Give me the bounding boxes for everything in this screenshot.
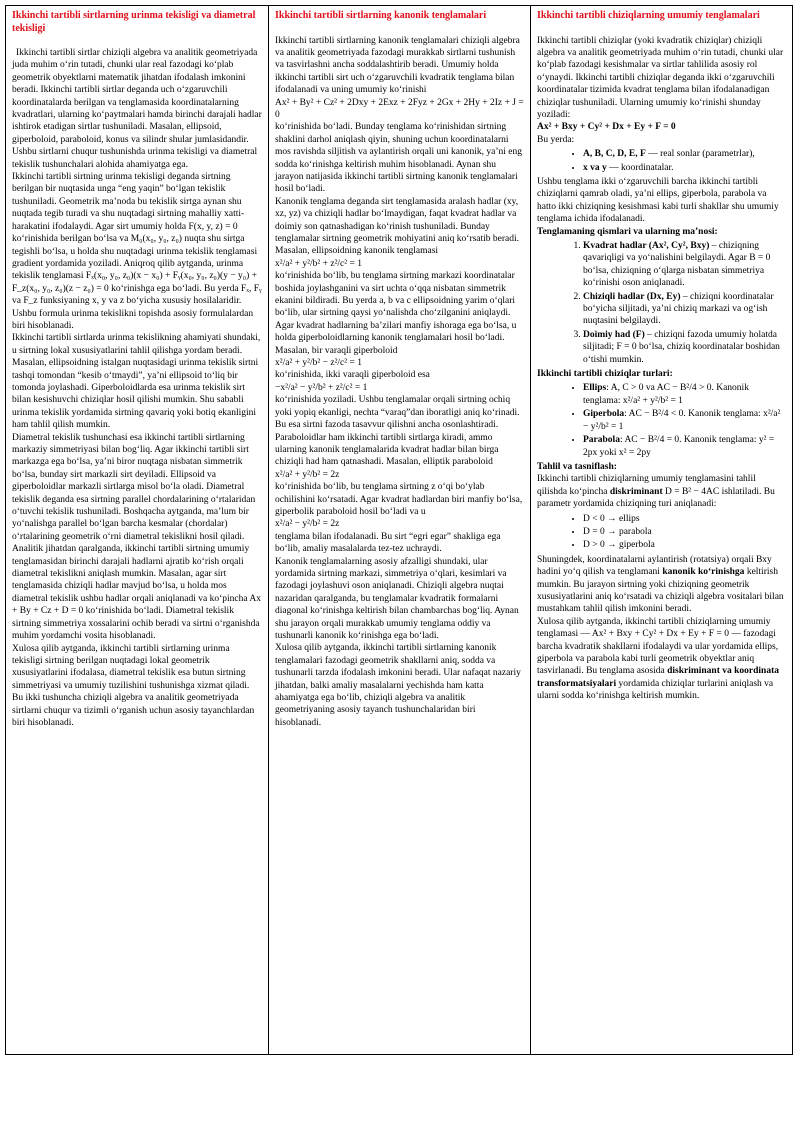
paragraph: koʻrinishida boʻlib, bu tenglama sirtning markazi koordinatalar boshida joylashganini va sirt uchta oʻqqa nisbatan simmetrik ekanini bildiradi. Bu yerda a, b va c ellipsoidning yarim oʻqlari boʻlib, ular sirtning qaysi yoʻnalishda choʻzilganini aniqlaydi. <box>275 271 516 319</box>
paragraph: koʻrinishida boʻladi. Bunday tenglama koʻrinishidan sirtning shaklini darhol aniqlash qiyin, shuning uchun koordinatalarni mos ravishda siljitish va aylantirish orqali uni kanonik, yaʼni eng sodda koʻrinishga keltirish muhim hisoblanadi. Aynan shu jarayon natijasida ikkinchi tartibli sirtning kanonik tenglamalari hosil boʻladi. <box>275 122 522 195</box>
equation: x²/a² + y²/b² = 2z <box>275 469 340 480</box>
paragraph: Ikkinchi tartibli sirtning urinma tekisligi deganda sirtning berilgan bir nuqtasida unga “eng yaqin” boʻlgan tekislik tushuniladi. Geometrik maʼnoda bu tekislik sirtga aynan shu nuqtada tegib turadi va shu nuqtadagi sirtning mahalliy xatti-harakatini ifodalaydi. Agar sirt umumiy holda F(x, y, z) = 0 koʻrinishida berilgan boʻlsa va M₀(x₀, y₀, z₀) nuqta shu sirtga tegishli boʻlsa, u holda shu nuqtadagi urinma tekislik tenglamasi gradient yordamida yoziladi. Aniqroq qilib aytganda, urinma tekislik tenglamasi Fₓ(x₀, y₀, z₀)(x − x₀) + Fᵧ(x₀, y₀, z₀)(y − y₀) + F_z(x₀, y₀, z₀)(z − z₀) = 0 koʻrinishga ega boʻladi. Bu yerda Fₓ, Fᵧ va F_z funksiyaning x, y va z boʻyicha xususiy hosilalaridir. Ushbu formula urinma tekislikni topishda asosiy formulalardan biri hisoblanadi. <box>12 172 262 331</box>
paragraph <box>537 473 786 510</box>
paragraph: Ikkinchi tartibli sirtlarda urinma tekislikning ahamiyati shundaki, u sirtning lokal xususiyatlarini tahlil qilishga yordam beradi. Masalan, ellipsoidning istalgan nuqtasidagi urinma tekislik sirtni tashqi tomondan “kesib oʻtmaydi”, yaʼni ellipsoid toʻliq bir tomonda joylashadi. Giperboloidlarda esa urinma tekislik sirt bilan kesishuvchi chiziqlar hosil qilishi mumkin. Shu sababli urinma tekislik yordamida sirtning qavariq yoki botiq ekanligini ham tahlil qilish mumkin. <box>12 333 261 431</box>
paragraph: Ikkinchi tartibli sirtlarning kanonik tenglamalari chiziqli algebra va analitik geometriyada fazodagi murakkab sirtlarni tushunish va tasvirlashni ancha soddalashtirib beradi. Umumiy holda ikkinchi tartibli sirt uch oʻzgaruvchili kvadratik tenglama bilan ifodalanadi va uning umumiy koʻrinishi <box>275 35 520 96</box>
discriminant-list <box>537 513 786 552</box>
list-item <box>583 408 786 433</box>
types-list <box>537 382 786 458</box>
text-run: keltirish mumkin. Bu jarayon sirtning yoki chiziqning geometrik xususiyatlarini aniq koʻrsatadi va chiziqli algebra vositalari bilan mustahkam tahlil qilish imkonini beradi. <box>537 567 784 615</box>
text-run: D = B² − 4AC ishlatiladi. Bu parametr yordamida chiziqning turi aniqlanadi: <box>537 486 775 510</box>
paragraph: Paraboloidlar ham ikkinchi tartibli sirtlarga kiradi, ammo ularning kanonik tenglamalarida kvadrat hadlar bilan birga chiziqli had ham qatnashadi. Masalan, elliptik paraboloid <box>275 432 499 468</box>
equation: x²/a² + y²/b² − z²/c² = 1 <box>275 358 362 369</box>
equation: x²/a² − y²/b² = 2z <box>275 519 340 530</box>
paragraph: Agar kvadrat hadlarning baʼzilari manfiy ishoraga ega boʻlsa, u holda giperboloidlarning kanonik tenglamalari hosil boʻladi. Masalan, bir varaqli giperboloid <box>275 320 517 356</box>
text-run: Shuningdek, koordinatalarni aylantirish (rotatsiya) orqali Bxy hadini yoʻq qilish va tenglamani <box>537 554 772 578</box>
text-run: Ikkinchi tartibli chiziqlarning umumiy tenglamasini tahlil qilishda koʻpincha <box>537 474 756 497</box>
section-heading: Ikkinchi tartibli chiziqlar turlari: <box>537 369 673 380</box>
document-table <box>5 5 793 1055</box>
column-canonical-equations <box>268 6 530 1054</box>
paragraph: Diametral tekislik tushunchasi esa ikkinchi tartibli sirtlarning markaziy simmetriyasi bilan bogʻliq. Agar ikkinchi tartibli sirt markazga ega boʻlsa, yaʼni biror nuqtaga nisbatan simmetrik boʻlsa, bunday sirt markazli sirt deyiladi. Ellipsoid va giperboloidlar markazli sirtlarga misol boʻla oladi. Diametral tekislik deganda esa sirtning parallel chordalarining oʻrtalaridan oʻtuvchi tekislik tushuniladi. Boshqacha aytganda, maʼlum bir yoʻnalishga parallel boʻlgan barcha kesmalar (chordalar) oʻrtalarining geometrik oʻrni diametral tekislikni hosil qiladi. <box>12 432 256 542</box>
paragraph <box>537 616 786 703</box>
list-item-text: : AC − B²/4 < 0. Kanonik tenglama: x²/a² − y²/b² = 1 <box>583 409 781 432</box>
parameter-list <box>537 148 786 174</box>
column-tangent-plane <box>6 6 268 1054</box>
list-item-bold: Chiziqli hadlar (Dx, Ey) <box>583 291 681 302</box>
list-item <box>583 382 786 407</box>
column-title: Ikkinchi tartibli chiziqlarning umumiy tenglamalari <box>537 10 760 21</box>
list-item <box>583 148 786 160</box>
list-item-bold: Kvadrat hadlar (Ax², Cy², Bxy) <box>583 241 710 251</box>
bold-run: kanonik koʻrinishga <box>662 567 745 578</box>
paragraph: Ikkinchi tartibli sirtlar chiziqli algebra va analitik geometriyada juda muhim oʻrin tutadi, chunki ular real fazodagi koʻplab geometrik obyektlarni matematik jihatdan ifodalash imkonini beradi. Ikkinchi tartibli sirtlar deganda uch oʻzgaruvchili koordinatalarda berilgan va tenglamasida koordinatalarning kvadratlari, ularning koʻpaytmalari hamda birinchi darajali hadlar ishtirok etadigan sirtlar tushuniladi. Masalan, ellipsoid, giperboloid, paraboloid, konus va silindr shular jumlasidandir. Ushbu sirtlarni chuqur tushunishda urinma tekisligi va diametral tekislik tushunchalari alohida ahamiyatga ega. <box>12 48 262 170</box>
general-equation: Ax² + Bxy + Cy² + Dx + Ey + F = 0 <box>537 122 676 133</box>
list-item <box>583 240 786 290</box>
section-heading: Tenglamaning qismlari va ularning maʼnosi: <box>537 226 718 237</box>
list-item-text: : AC − B²/4 = 0. Kanonik tenglama: y² = 2px yoki x² = 2py <box>583 435 775 458</box>
paragraph: Xulosa qilib aytganda, ikkinchi tartibli sirtlarning kanonik tenglamalari fazodagi geometrik shakllarni aniq, sodda va tushunarli tarzda ifodalash imkonini beradi. Ular nafaqat nazariy jihatdan, balki amaliy masalalarni yechishda ham katta ahamiyatga ega boʻlib, chiziqli algebra va analitik geometriyaning asosiy tayanch tushunchalaridan biri hisoblanadi. <box>275 643 521 728</box>
list-item-bold: Parabola <box>583 435 620 446</box>
list-item-text: — koordinatalar. <box>606 162 674 173</box>
list-item: • D = 0 → parabola <box>583 526 786 538</box>
list-item-bold: Ellips <box>583 383 607 394</box>
paragraph: Kanonik tenglama deganda sirt tenglamasida aralash hadlar (xy, xz, yz) va chiziqli hadlar boʻlmaydigan, faqat kvadrat hadlar va doimiy son qatnashadigan koʻrinish tushuniladi. Bunday tenglamalar sirtning geometrik mohiyatini aniq koʻrsatib beradi. Masalan, ellipsoidning kanonik tenglamasi <box>275 196 520 257</box>
column-title: Ikkinchi tartibli sirtlarning kanonik tenglamalari <box>275 10 487 21</box>
list-item-text: – chiziqni fazoda umumiy holatda siljitadi; F = 0 boʻlsa, chiziq koordinatalar boshidan oʻtishi mumkin. <box>583 329 780 365</box>
equation: Ax² + By² + Cz² + 2Dxy + 2Exz + 2Fyz + 2Gx + 2Hy + 2Iz + J = 0 <box>275 97 524 120</box>
list-item-bold: Giperbola <box>583 409 625 420</box>
paragraph: tenglama bilan ifodalanadi. Bu sirt “egri egar” shakliga ega boʻlib, amaliy masalalarda tez-tez uchraydi. <box>275 531 501 555</box>
list-item <box>583 329 786 366</box>
paragraph: koʻrinishida boʻlib, bu tenglama sirtning z oʻqi boʻylab ochilishini koʻrsatadi. Agar kvadrat hadlardan biri manfiy boʻlsa, giperbolik paraboloid hosil boʻladi va u <box>275 482 523 517</box>
paragraph: Ushbu tenglama ikki oʻzgaruvchili barcha ikkinchi tartibli chiziqlarni qamrab oladi, yaʼni ellips, giperbola, parabola va hatto ikki chiziqning kesishmasi kabi turli shakllar shu umumiy tenglama ichida ifodalanadi. <box>537 176 779 225</box>
paragraph: koʻrinishida yoziladi. Ushbu tenglamalar orqali sirtning ochiq yoki yopiq ekanligi, nechta “varaq”dan iboratligi aniq koʻrinadi. Bu esa sirtni fazoda tasavvur qilishni ancha osonlashtiradi. <box>275 395 520 431</box>
equation: −x²/a² − y²/b² + z²/c² = 1 <box>275 382 368 393</box>
list-item-text: – chiziqning qavariqligi va yoʻnalishini belgilaydi. Agar B = 0 boʻlsa, chiziqning oʻqlarga nisbatan simmetriya koʻrinishi oson aniqlanadi. <box>583 241 771 289</box>
parts-list <box>537 240 786 366</box>
list-item <box>583 434 786 459</box>
paragraph <box>537 554 786 616</box>
equation: x²/a² + y²/b² + z²/c² = 1 <box>275 258 362 269</box>
list-item-bold: A, B, C, D, E, F <box>583 149 646 160</box>
list-item-text: – chiziqni koordinatalar boʻyicha siljitadi, yaʼni chiziq markazi va ogʻish nuqtasini belgilaydi. <box>583 291 774 327</box>
text-run: Xulosa qilib aytganda, ikkinchi tartibli chiziqlarning umumiy tenglamasi — Ax² + Bxy + Cy² + Dx + Ey + F = 0 — fazodagi barcha kvadratik shakllarni ifodalaydi va ular yordamida ellips, giperbola va parabola kabi turli geometrik obyektlar aniq tasvirlanadi. Bu tenglama asosida <box>537 616 779 677</box>
list-item <box>583 162 786 174</box>
section-heading: Tahlil va tasniflash: <box>537 461 617 472</box>
column-general-equations <box>530 6 792 1054</box>
paragraph: Analitik jihatdan qaralganda, ikkinchi tartibli sirtning umumiy tenglamasidan birinchi darajali hadlarni ajratib koʻrish orqali diametral tekislikni aniqlash mumkin. Masalan, agar sirt tenglamasida chiziqli hadlar mavjud boʻlsa, u holda mos diametral tekislik ushbu hadlar orqali aniqlanadi va koʻpincha Ax + By + Cz + D = 0 koʻrinishida boʻladi. Diametral tekislik sirtning simmetriya xossalarini ochib beradi va sirtni oʻrganishda muhim yordamchi vosita hisoblanadi. <box>12 544 262 642</box>
paragraph: Ikkinchi tartibli chiziqlar (yoki kvadratik chiziqlar) chiziqli algebra va analitik geometriyada muhim oʻrin tutadi, chunki ular koʻplab fazodagi kesishmalar va sirtlar tahlilida asosiy rol oʻynaydi. Ikkinchi tartibli chiziqlar deganda ikki oʻzgaruvchili koordinatalar tizimida kvadrat tenglama bilan ifodalanadigan chiziqlar tushuniladi. Ularning umumiy koʻrinishi shunday yoziladi: <box>537 35 784 120</box>
column-title: Ikkinchi tartibli sirtlarning urinma tekisligi va diametral tekisligi <box>12 10 256 34</box>
list-item-text: — real sonlar (parametrlar), <box>645 149 755 160</box>
paragraph: Kanonik tenglamalarning asosiy afzalligi shundaki, ular yordamida sirtning markazi, simmetriya oʻqlari, kesimlari va fazodagi joylashuvi oson aniqlanadi. Chiziqli algebra nuqtai nazaridan qaralganda, bu tenglamalar kvadratik formalarni diagonal koʻrinishga keltirish bilan chambarchas bogʻliq. Aynan shu jarayon orqali murakkab umumiy tenglama oddiy va tushunarli kanonik koʻrinishga ega boʻladi. <box>275 556 519 641</box>
list-item: • D < 0 → ellips <box>583 513 786 525</box>
list-item-text: : A, C > 0 va AC − B²/4 > 0. Kanonik tenglama: x²/a² + y²/b² = 1 <box>583 383 749 406</box>
paragraph: Xulosa qilib aytganda, ikkinchi tartibli sirtlarning urinma tekisligi sirtning berilgan nuqtadagi lokal geometrik xususiyatlarini ifodalasa, diametral tekislik esa butun sirtning simmetriyasi va umumiy tuzilishini tushunishga xizmat qiladi. Bu ikki tushuncha chiziqli algebra va analitik geometriyada sirtlarni chuqur va tizimli oʻrganish uchun asosiy tayanchlardan biri hisoblanadi. <box>12 643 255 728</box>
text-run: yordamida chiziqlar turlarini aniqlash va ularni sodda koʻrinishga keltirish mumkin. <box>537 678 774 702</box>
list-item-bold: x va y <box>583 162 607 173</box>
bold-run: diskriminant va koordinata transformatsiyalari <box>537 666 779 689</box>
bold-run: diskriminant <box>609 486 663 497</box>
paragraph: koʻrinishida, ikki varaqli giperboloid esa <box>275 370 430 381</box>
list-item: • D > 0 → giperbola <box>583 539 786 551</box>
list-item-bold: Doimiy had (F) <box>583 329 645 340</box>
paragraph: Bu yerda: <box>537 134 575 145</box>
list-item <box>583 291 786 328</box>
